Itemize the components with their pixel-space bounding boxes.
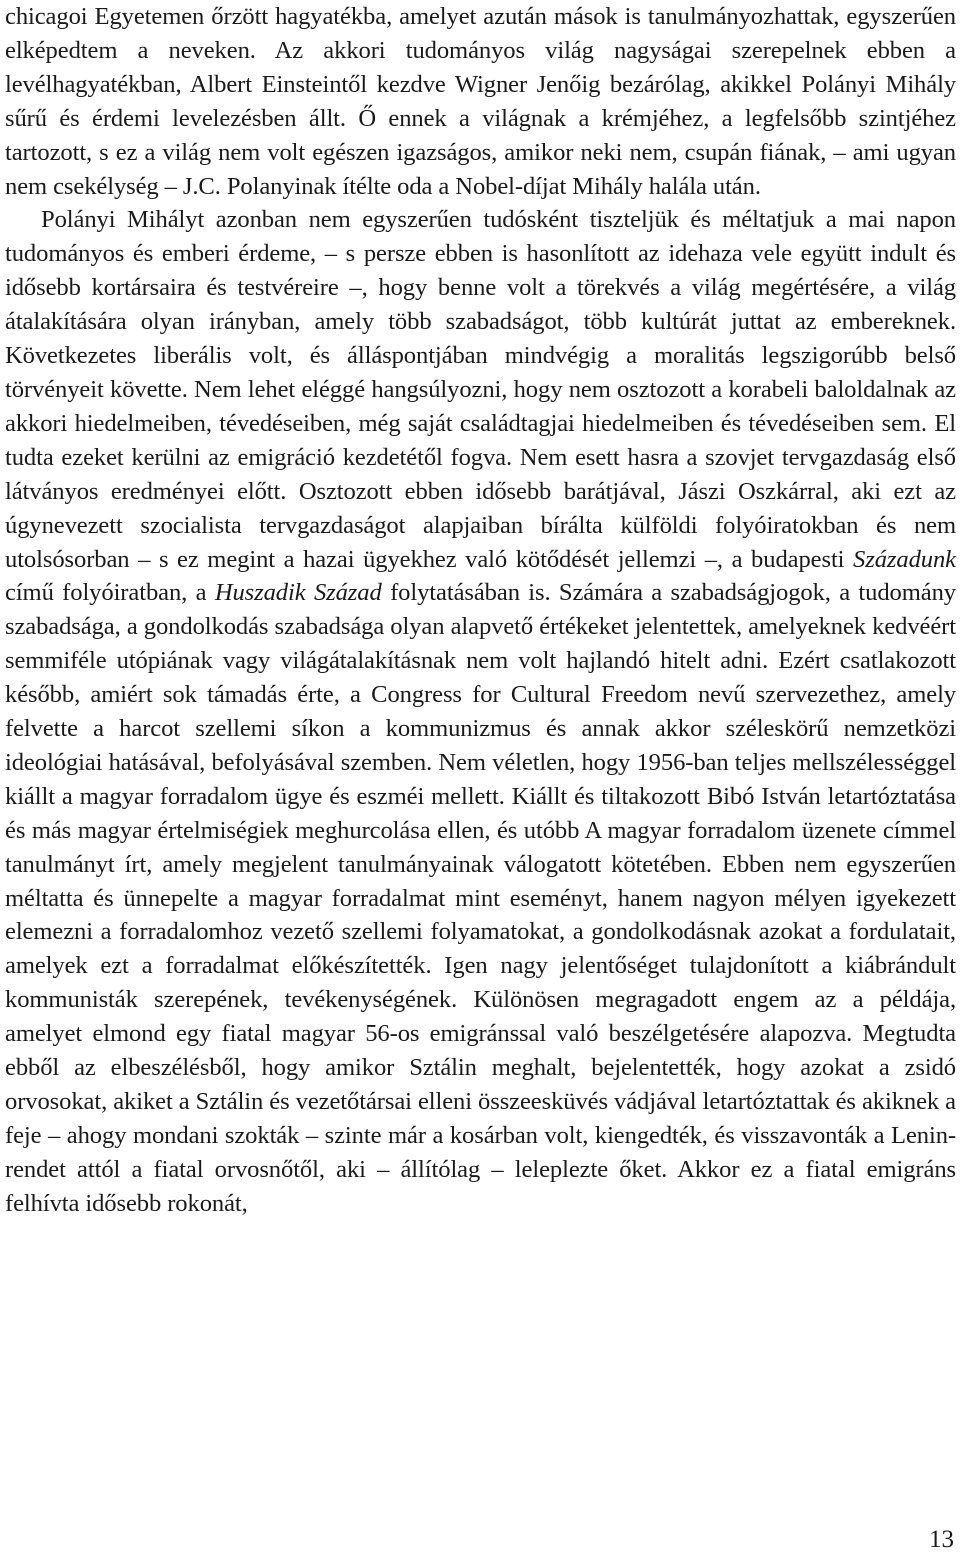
document-page [5, 0, 956, 1221]
paragraph-1-text: chicagoi Egyetemen őrzött hagyatékba, amelyet azután mások is tanulmányozhattak, egyszerűen elképedtem a neveken. Az akkori tudományos világ nagyságai szerepelnek ebben a levélhagyatékban, Albert Einsteintől kezdve Wigner Jenőig bezárólag, akikkel Polányi Mihály sűrű és érdemi levelezésben állt. Ő ennek a világnak a krémjéhez, a legfelsőbb szintjéhez tartozott, s ez a világ nem volt egészen igazságos, amikor neki nem, csupán fiának, – ami ugyan nem csekélység – J.C. Polanyinak ítélte oda a Nobel-díjat Mihály halála után. [5, 3, 956, 200]
paragraph-1 [5, 0, 956, 203]
paragraph-2 [5, 203, 956, 1220]
journal-title-szazadunk: Századunk [853, 545, 956, 573]
journal-title-huszadik-szazad: Huszadik Század [214, 579, 382, 607]
paragraph-2-text-c: folytatásában is. Számára a szabadságjogok, a tudomány szabadsága, a gondolkodás szabadsága olyan alapvető értékeket jelentettek, amelyeknek kedvéért semmiféle utópiának vagy világátalakításnak nem volt hajlandó hitelt adni. Ezért csatlakozott később, amiért sok támadás érte, a Congress for Cultural Freedom nevű szervezethez, amely felvette a harcot szellemi síkon a kommunizmus és annak akkor széleskörű nemzetközi ideológiai hatásával, befolyásával szemben. Nem véletlen, hogy 1956-ban teljes mellszélességgel kiállt a magyar forradalom ügye és eszméi mellett. Kiállt és tiltakozott Bibó István letartóztatása és más magyar értelmiségiek meghurcolása ellen, és utóbb A magyar forradalom üzenete címmel tanulmányt írt, amely megjelent tanulmányainak válogatott kötetében. Ebben nem egyszerűen méltatta és ünnepelte a magyar forradalmat mint eseményt, hanem nagyon mélyen igyekezett elemezni a forradalomhoz vezető szellemi folyamatokat, a gondolkodásnak azokat a fordulatait, amelyek ezt a forradalmat előkészítették. Igen nagy jelentőséget tulajdonított a kiábrándult kommunisták szerepének, tevékenységének. Különösen megragadott engem az a példája, amelyet elmond egy fiatal magyar 56-os emigránssal való beszélgetésére alapozva. Megtudta ebből az elbeszélésből, hogy amikor Sztálin meghalt, bejelentették, hogy azokat a zsidó orvosokat, akiket a Sztálin és vezetőtársai elleni összeesküvés vádjával letartóztattak és akiknek a feje – ahogy mondani szokták – szinte már a kosárban volt, kiengedték, és visszavonták a Lenin-rendet attól a fiatal orvosnőtől, aki – állítólag – leleplezte őket. Akkor ez a fiatal emigráns felhívta idősebb rokonát, [5, 579, 956, 1217]
paragraph-2-text-a: Polányi Mihályt azonban nem egyszerűen tudósként tiszteljük és méltatjuk a mai napon tudományos és emberi érdeme, – s persze ebben is hasonlított az idehaza vele együtt indult és idősebb kortársaira és testvéreire –, hogy benne volt a törekvés a világ megértésére, a világ átalakítására olyan irányban, amely több szabadságot, több kultúrát juttat az embereknek. Következetes liberális volt, és álláspontjában mindvégig a moralitás legszigorúbb belső törvényeit követte. Nem lehet eléggé hangsúlyozni, hogy nem osztozott a korabeli baloldalnak az akkori hiedelmeiben, tévedéseiben, még saját családtagjai hiedelmeiben és tévedéseiben sem. El tudta ezeket kerülni az emigráció kezdetétől fogva. Nem esett hasra a szovjet tervgazdaság első látványos eredményei előtt. Osztozott ebben idősebb barátjával, Jászi Oszkárral, aki ezt az úgynevezett szocialista tervgazdaságot alapjaiban bírálta külföldi folyóiratokban és nem utolsósorban – s ez megint a hazai ügyekhez való kötődését jellemzi –, a budapesti [5, 206, 956, 573]
page-number: 13 [929, 1526, 954, 1553]
paragraph-2-text-b: című folyóiratban, a [5, 579, 215, 607]
